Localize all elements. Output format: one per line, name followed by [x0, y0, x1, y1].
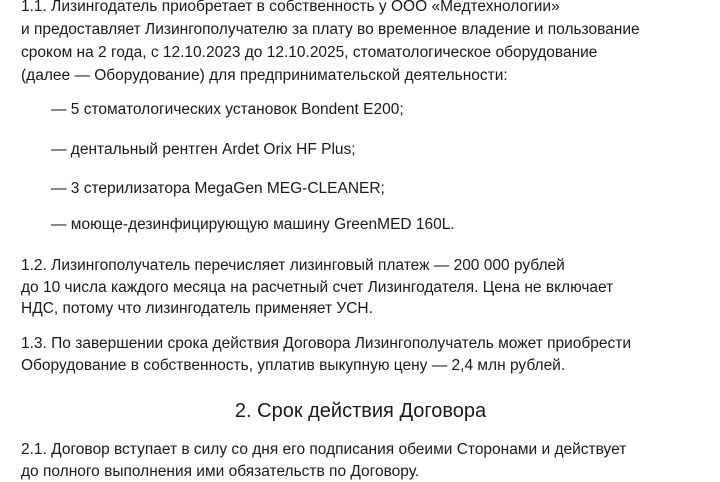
list-item: — 3 стерилизатора MegaGen MEG-CLEANER; [51, 180, 385, 197]
list-item: — 5 стоматологических установок Bondent E200; [51, 101, 404, 118]
clause-2-1-line-1: 2.1. Договор вступает в силу со дня его подписания обеими Сторонами и действует [21, 441, 627, 458]
clause-1-3-line-1: 1.3. По завершении срока действия Договора Лизингополучатель может приобрести [21, 335, 632, 352]
section-2-heading: 2. Срок действия Договора [234, 400, 487, 422]
clause-2-1-line-2: до полного выполнения ими обязательств по Договору. [21, 463, 420, 480]
clause-1-1-line-1: 1.1. Лизингодатель приобретает в собственность у ООО «Медтехнологии» [21, 0, 560, 15]
clause-1-2-line-1: 1.2. Лизингополучатель перечисляет лизинговый платеж — 200 000 рублей [21, 257, 565, 274]
clause-1-2-line-3: НДС, потому что лизингодатель применяет УСН. [21, 300, 373, 317]
clause-1-1-line-4: (далее — Оборудование) для предпринимательской деятельности: [21, 67, 508, 84]
clause-1-3-line-2: Оборудование в собственность, уплатив выкупную цену — 2,4 млн рублей. [21, 357, 566, 374]
clause-1-1-line-2: и предоставляет Лизингополучателю за плату во временное владение и пользование [21, 21, 640, 38]
list-item: — моюще-дезинфицирующую машину GreenMED 160L. [51, 216, 455, 233]
list-item: — дентальный рентген Ardet Orix HF Plus; [51, 141, 356, 158]
clause-1-1-line-3: сроком на 2 года, с 12.10.2023 до 12.10.2025, стоматологическое оборудование [21, 44, 598, 61]
clause-1-2-line-2: до 10 числа каждого месяца на расчетный счет Лизингодателя. Цена не включает [21, 279, 614, 296]
